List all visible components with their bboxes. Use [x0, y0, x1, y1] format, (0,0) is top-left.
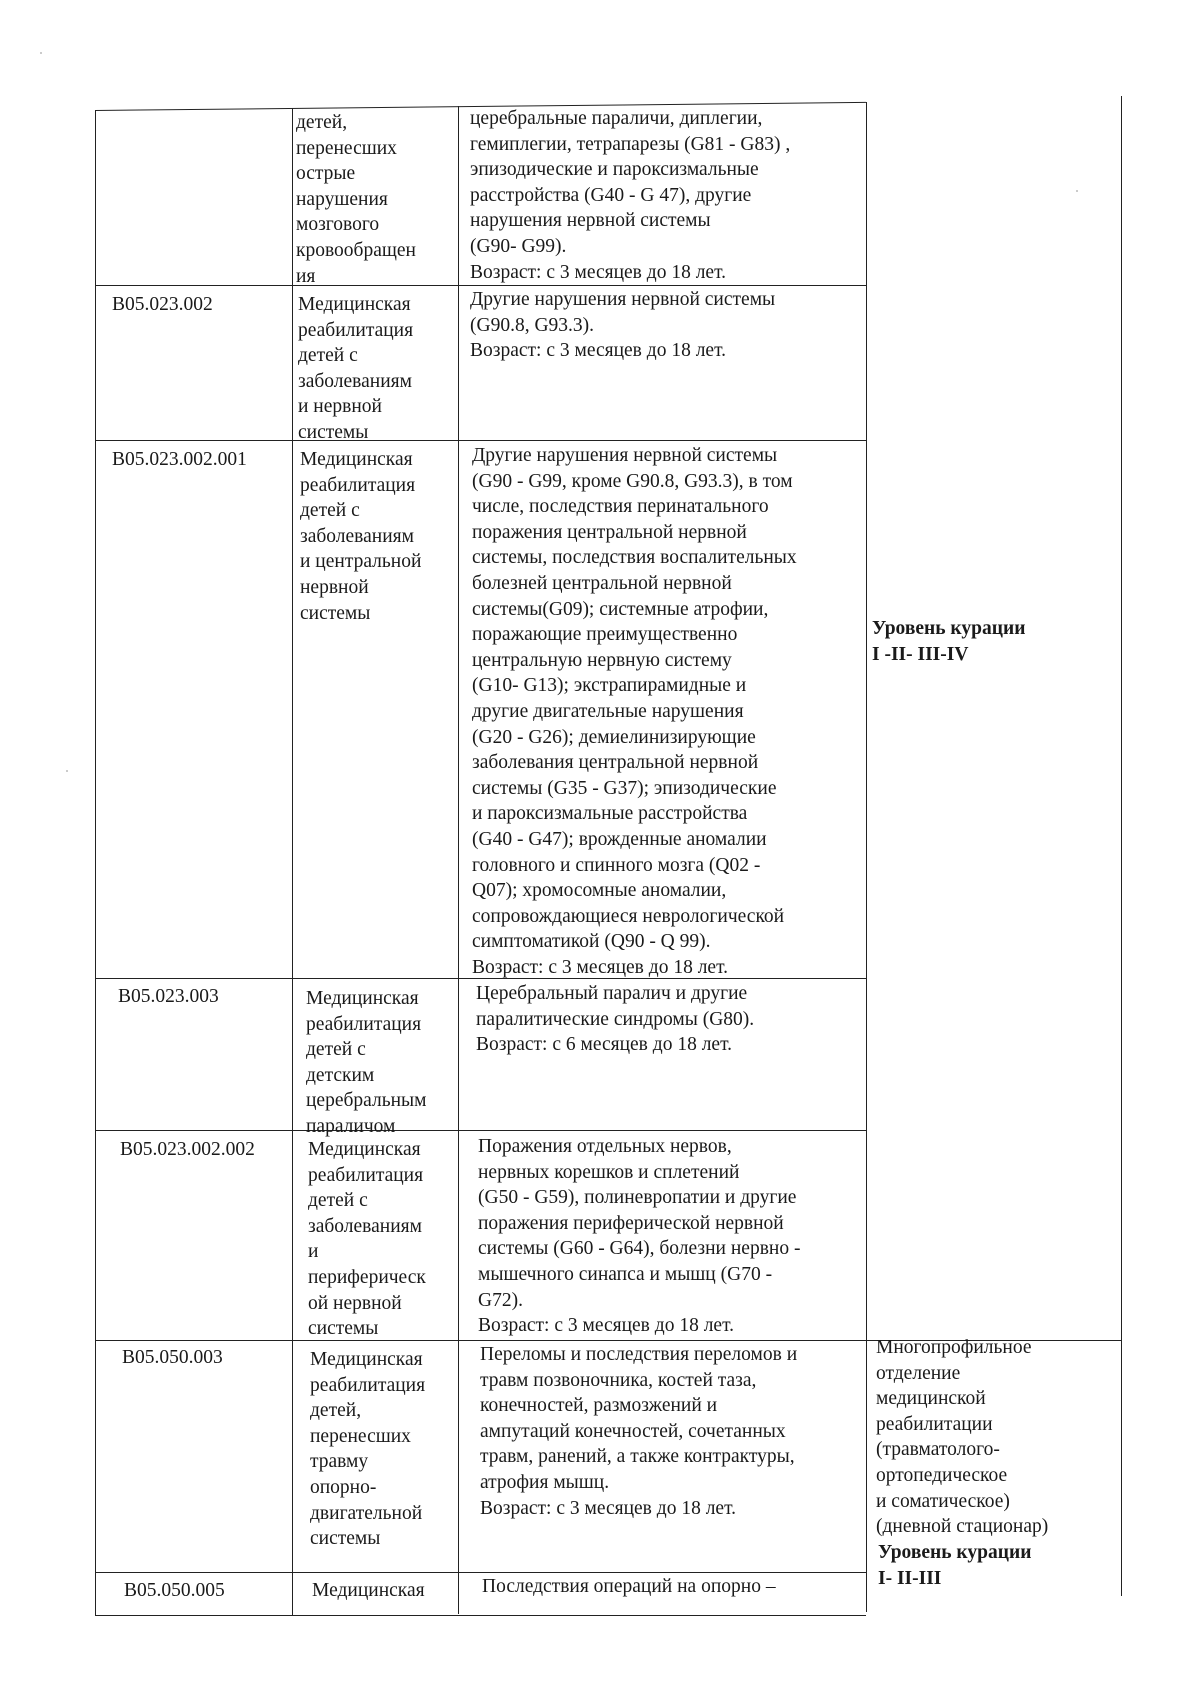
page-right-rule: [1121, 96, 1122, 1596]
column-divider-2: [458, 106, 459, 1614]
level-block-1-levels: I -II- III-IV: [872, 644, 969, 665]
row3-name: Медицинская реабилитация детей с заболеваниям и центральной нервной системы: [300, 449, 422, 624]
row6-name: Медицинская реабилитация детей, перенесших травму опорно- двигательной системы: [310, 1349, 426, 1550]
table-bottom-border: [95, 1615, 866, 1616]
row5-code: B05.023.002.002: [120, 1139, 255, 1160]
row2-description: Другие нарушения нервной системы (G90.8, G93.3). Возраст: с 3 месяцев до 18 лет.: [470, 289, 776, 362]
row2-name: Медицинская реабилитация детей с заболеваниям и нервной системы: [298, 294, 414, 443]
row5-description: Поражения отдельных нервов, нервных корешков и сплетений (G50 - G59), полиневропатии и другие поражения периферической нервной системы (G60 - G64), болезни нервно - мышечного синапса и мышц (G70 - G72). Возраст: с 3 месяцев до 18 лет.: [478, 1136, 801, 1337]
row-divider-4: [95, 1130, 866, 1131]
row7-name: Медицинская: [312, 1580, 425, 1601]
row6-description: Переломы и последствия переломов и травм позвоночника, костей таза, конечностей, размозжений и ампутаций конечностей, сочетанных травм, ранений, а также контрактуры, атрофия мышц. Возраст: с 3 месяцев до 18 лет.: [480, 1344, 798, 1519]
level-block-2-levels: I- II-III: [878, 1568, 942, 1589]
row-divider-6: [95, 1572, 866, 1573]
row5-name: Медицинская реабилитация детей с заболеваниям и периферическ ой нервной системы: [308, 1139, 426, 1340]
row7-description: Последствия операций на опорно –: [482, 1576, 776, 1597]
row1-description: церебральные параличи, диплегии, гемиплегии, тетрапарезы (G81 - G83) , эпизодические и пароксизмальные расстройства (G40 - G 47), другие нарушения нервной системы (G90- G99). Возраст: с 3 месяцев до 18 лет.: [470, 108, 791, 283]
column-divider-3: [866, 102, 867, 1612]
column-divider-1: [292, 108, 293, 1616]
scan-speck: [1076, 190, 1078, 192]
level-block-2-department: Многопрофильное отделение медицинской реабилитации (травматолого- ортопедическое и соматическое) (дневной стационар): [876, 1337, 1049, 1538]
row-divider-2: [95, 440, 866, 441]
level-block-1-title: Уровень курации: [872, 618, 1026, 639]
row1-name: детей, перенесших острые нарушения мозгового кровообращен ия: [296, 112, 416, 287]
row3-code: B05.023.002.001: [112, 449, 247, 470]
row7-code: B05.050.005: [124, 1580, 225, 1601]
row4-description: Церебральный паралич и другие паралитические синдромы (G80). Возраст: с 6 месяцев до 18 лет.: [476, 983, 755, 1056]
row3-description: Другие нарушения нервной системы (G90 - G99, кроме G90.8, G93.3), в том числе, последствия перинатального поражения центральной нервной системы, последствия воспалительных болезней центральной нервной системы(G09); системные атрофии, поражающие преимущественно центральную нервную систему (G10- G13); экстрапирамидные и другие двигательные нарушения (G20 - G26); демиелинизирующие заболевания центральной нервной системы (G35 - G37); эпизодические и пароксизмальные расстройства (G40 - G47); врожденные аномалии головного и спинного мозга (Q02 - Q07); хромосомные аномалии, сопровождающиеся неврологической симптоматикой (Q90 - Q 99). Возраст: с 3 месяцев до 18 лет.: [472, 445, 797, 978]
scan-speck: [40, 52, 42, 54]
row4-code: B05.023.003: [118, 986, 219, 1007]
table-left-border: [95, 110, 96, 1616]
scan-speck: [66, 770, 68, 772]
row4-name: Медицинская реабилитация детей с детским церебральным параличом: [306, 988, 427, 1137]
row6-code: B05.050.003: [122, 1347, 223, 1368]
level-block-2-title: Уровень курации: [878, 1542, 1032, 1563]
row2-code: B05.023.002: [112, 294, 213, 315]
